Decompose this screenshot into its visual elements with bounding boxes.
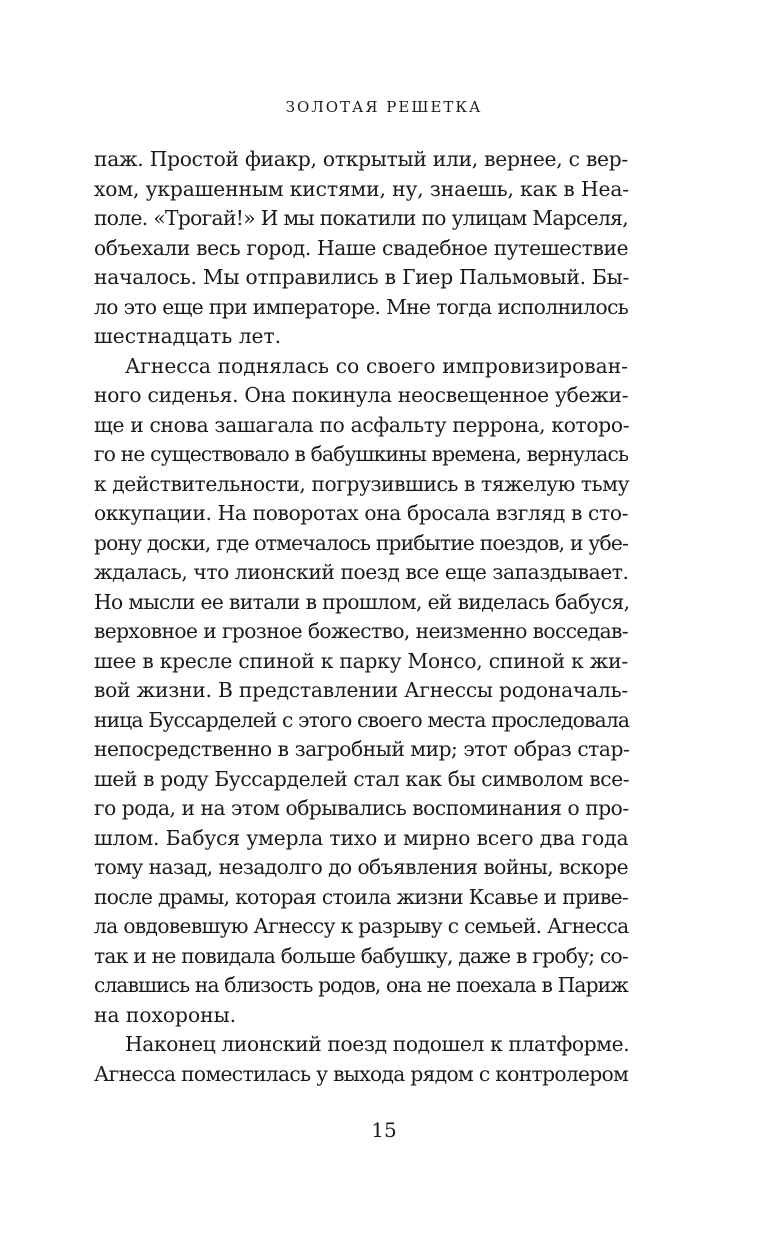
page-number: 15 xyxy=(371,1118,397,1142)
text-line: Агнесса поднялась со своего импровизирован- xyxy=(125,353,628,378)
text-line: Агнесса поместилась у выхода рядом с контролером xyxy=(94,1061,629,1086)
text-line: шее в кресле спиной к парку Монсо, спиной к жи- xyxy=(94,648,628,673)
text-line: тому назад, незадолго до объявления войны, вскоре xyxy=(94,855,628,879)
text-line: го не существовало в бабушкины времена, вернулась xyxy=(94,442,629,466)
text-line: ждалась, что лионский поезд все еще запаздывает. xyxy=(94,560,629,584)
text-line: поле. «Трогай!» И мы покатили по улицам Марселя, xyxy=(94,206,628,230)
text-line: го рода, и на этом обрывались воспоминания о про- xyxy=(94,796,629,820)
text-line: паж. Простой фиакр, открытый или, вернее, с вер- xyxy=(94,147,628,171)
text-line: после драмы, которая стоила жизни Ксавье и приве- xyxy=(94,884,628,909)
text-line: ло это еще при императоре. Мне тогда исполнилось xyxy=(94,294,629,319)
text-line: на похороны. xyxy=(94,1002,237,1027)
text-line: началось. Мы отправились в Гиер Пальмовый. Бы- xyxy=(94,265,630,289)
text-line: Наконец лионский поезд подошел к платформе. xyxy=(125,1032,630,1056)
body-text xyxy=(94,145,628,1089)
text-line: к действительности, погрузившись в тяжелую тьму xyxy=(94,471,630,496)
text-line: шлом. Бабуся умерла тихо и мирно всего два года xyxy=(94,825,629,850)
text-line: хом, украшенным кистями, ну, знаешь, как в Неа- xyxy=(94,176,630,201)
text-line: Но мысли ее витали в прошлом, ей виделась бабуся, xyxy=(94,589,630,614)
text-line: вой жизни. В представлении Агнессы родоначаль- xyxy=(94,678,628,702)
text-line: непосредственно в загробный мир; этот образ стар- xyxy=(94,737,630,761)
text-line: ще и снова зашагала по асфальту перрона, которо- xyxy=(94,412,630,437)
text-line: шестнадцать лет. xyxy=(94,324,282,348)
text-line: рону доски, где отмечалось прибытие поездов, и убе- xyxy=(94,530,628,555)
text-line: ла овдовевшую Агнессу к разрыву с семьей. Агнесса xyxy=(94,914,629,938)
text-line: славшись на близость родов, она не поехала в Париж xyxy=(94,973,628,997)
text-line: ного сиденья. Она покинула неосвещенное убежи- xyxy=(94,383,629,407)
text-line: объехали весь город. Наше свадебное путешествие xyxy=(94,235,629,260)
text-line: так и не повидала больше бабушку, даже в гробу; со- xyxy=(94,943,628,968)
running-head: ЗОЛОТАЯ РЕШЕТКА xyxy=(285,98,483,116)
text-line: верховное и грозное божество, неизменно восседав- xyxy=(94,619,628,643)
text-line: шей в роду Буссарделей стал как бы символом все- xyxy=(94,766,630,791)
text-line: ница Буссарделей с этого своего места проследовала xyxy=(94,707,630,732)
text-line: оккупации. На поворотах она бросала взгляд в сто- xyxy=(94,501,629,525)
